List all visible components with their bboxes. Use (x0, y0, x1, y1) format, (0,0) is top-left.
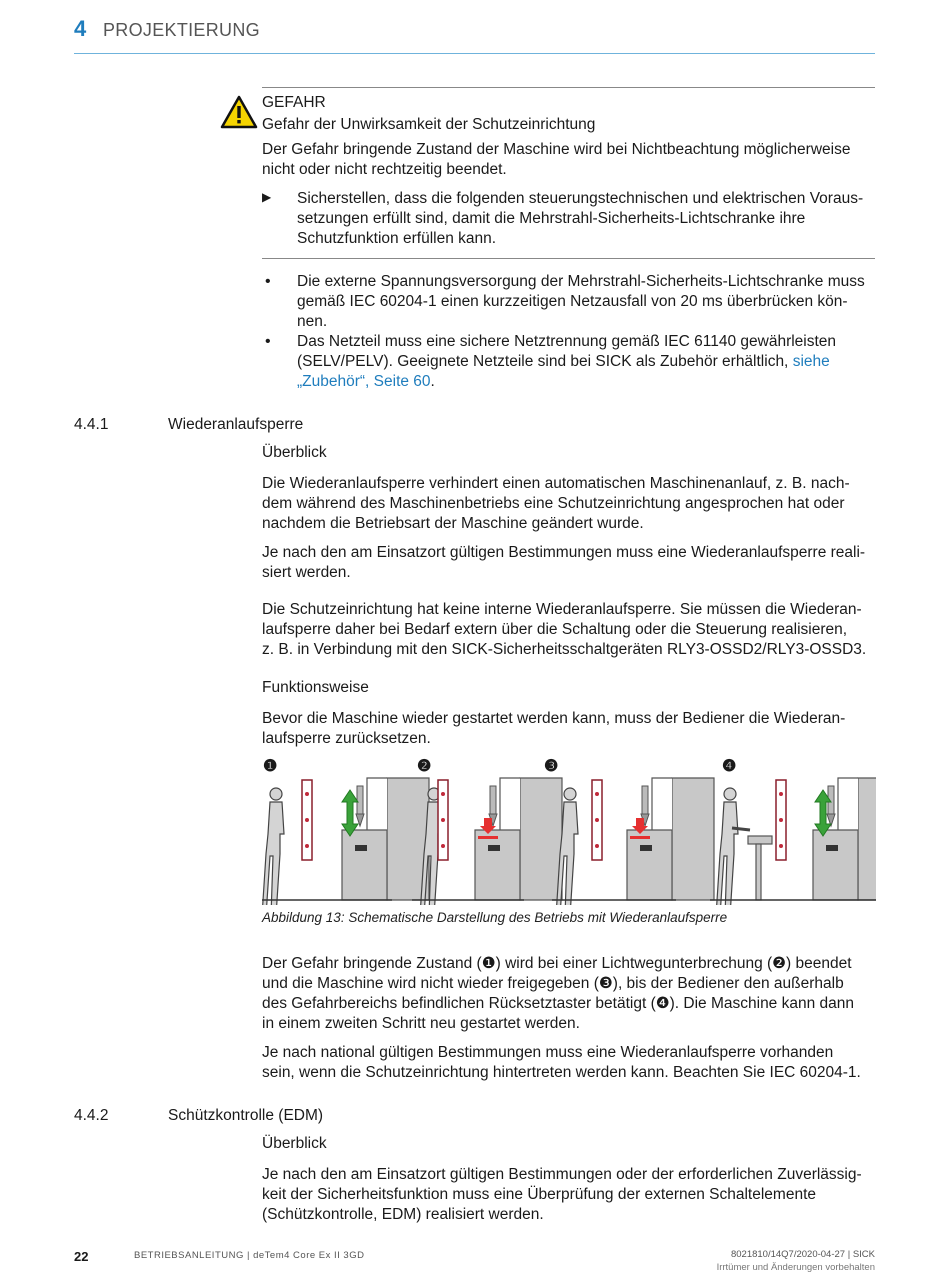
footer-doc-info (134, 1250, 364, 1261)
warning-bottom-rule (262, 258, 875, 259)
p2-line1: Je nach den am Einsatzort gültigen Bestimmungen muss eine Wiederanlaufsperre reali- (262, 544, 866, 561)
figure-badge-3: ❸ (544, 758, 559, 775)
section-number-441: 4.4.1 (74, 416, 109, 433)
page-number: 22 (74, 1249, 89, 1264)
req2-line2-text: (SELV/PELV). Geeignete Netzteile sind bei SICK als Zubehör erhältlich, (297, 353, 793, 370)
chapter-title: PROJEKTIERUNG (103, 20, 260, 40)
req2-end: . (430, 373, 435, 390)
overview-heading-442: Überblick (262, 1135, 327, 1152)
warning-text-line2: nicht oder nicht rechtzeitig beendet. (262, 161, 507, 178)
p6-line1: Je nach national gültigen Bestimmungen muss eine Wiederanlaufsperre vorhanden (262, 1044, 834, 1061)
figure-badge-4: ❹ (722, 758, 737, 775)
edm-p1-line2: keit der Sicherheitsfunktion muss eine Überprüfung der externen Schaltelemente (262, 1186, 817, 1203)
edm-p1-line3: (Schützkontrolle, EDM) realisiert werden. (262, 1206, 544, 1223)
footer-separator: | (243, 1250, 254, 1261)
zubehoer-link-part2[interactable]: „Zubehör“, Seite 60 (297, 373, 431, 390)
zubehoer-link-part1[interactable]: siehe (792, 353, 830, 370)
figure-caption: Abbildung 13: Schematische Darstellung des Betriebs mit Wiederanlaufsperre (262, 910, 728, 925)
warning-action-line3: Schutzfunktion erfüllen kann. (297, 230, 497, 247)
req1-line3: nen. (297, 313, 328, 330)
footer-doc-label: BETRIEBSANLEITUNG (134, 1250, 244, 1261)
warning-top-rule (262, 87, 875, 88)
warning-triangle-icon (220, 95, 258, 134)
p4-line2: laufsperre zurücksetzen. (262, 730, 431, 747)
p5-line2: und die Maschine wird nicht wieder freigegeben (❸), bis der Bediener den außerhalb (262, 975, 844, 992)
edm-p1-line1: Je nach den am Einsatzort gültigen Bestimmungen oder der erforderlichen Zuverlässig- (262, 1166, 862, 1183)
req2-line2 (297, 352, 875, 373)
p1-line2: dem während des Maschinenbetriebs eine Schutzeinrichtung angesprochen hat oder (262, 495, 845, 512)
list-bullet: • (265, 273, 271, 290)
warning-text-line1: Der Gefahr bringende Zustand der Maschine wird bei Nichtbeachtung möglicherweise (262, 141, 851, 158)
header-rule (74, 53, 875, 54)
p5-line4: in einem zweiten Schritt neu gestartet werden. (262, 1015, 580, 1032)
warning-subtitle: Gefahr der Unwirksamkeit der Schutzeinrichtung (262, 116, 596, 133)
p3-line1: Die Schutzeinrichtung hat keine interne Wiederanlaufsperre. Sie müssen die Wiederan- (262, 601, 862, 618)
warning-action-line2: setzungen erfüllt sind, damit die Mehrstrahl-Sicherheits-Lichtschranke ihre (297, 210, 806, 227)
warning-title: GEFAHR (262, 94, 326, 111)
footer-disclaimer: Irrtümer und Änderungen vorbehalten (716, 1262, 875, 1273)
section-title-442: Schützkontrolle (EDM) (168, 1107, 324, 1124)
p4-line1: Bevor die Maschine wieder gestartet werden kann, muss der Bediener die Wiederan- (262, 710, 846, 727)
restart-interlock-figure (262, 770, 876, 905)
req1-line1: Die externe Spannungsversorgung der Mehrstrahl-Sicherheits-Lichtschranke muss (297, 273, 865, 290)
p3-line2: laufsperre daher bei Bedarf extern über die Schaltung oder die Steuerung realisieren, (262, 621, 848, 638)
overview-heading: Überblick (262, 444, 327, 461)
req1-line2: gemäß IEC 60204-1 einen kurzzeitigen Netzausfall von 20 ms überbrücken kön- (297, 293, 848, 310)
p5-line1: Der Gefahr bringende Zustand (❶) wird bei einer Lichtwegunterbrechung (❷) beendet (262, 955, 852, 972)
p3-line3: z. B. in Verbindung mit den SICK-Sicherheitsschaltgeräten RLY3-OSSD2/RLY3-OSSD3. (262, 641, 867, 658)
req2-line3 (297, 372, 875, 393)
p1-line1: Die Wiederanlaufsperre verhindert einen automatischen Maschinenanlauf, z. B. nach- (262, 475, 850, 492)
section-number-442: 4.4.2 (74, 1107, 109, 1124)
function-heading: Funktionsweise (262, 679, 369, 696)
req2-line1: Das Netzteil muss eine sichere Netztrennung gemäß IEC 61140 gewährleisten (297, 333, 837, 350)
action-bullet-icon: ▶ (262, 190, 272, 204)
chapter-number: 4 (74, 16, 87, 41)
p5-line3: des Gefahrbereichs befindlichen Rücksetztaster betätigt (❹). Die Maschine kann dann (262, 995, 855, 1012)
p2-line2: siert werden. (262, 564, 351, 581)
p6-line2: sein, wenn die Schutzeinrichtung hintertreten werden kann. Beachten Sie IEC 60204-1. (262, 1064, 861, 1081)
section-title-441: Wiederanlaufsperre (168, 416, 304, 433)
list-bullet: • (265, 333, 271, 350)
p1-line3: nachdem die Betriebsart der Maschine geändert wurde. (262, 515, 644, 532)
footer-product: deTem4 Core Ex II 3GD (253, 1250, 365, 1261)
figure-badge-1: ❶ (263, 758, 278, 775)
figure-badge-2: ❷ (417, 758, 432, 775)
warning-action-line1: Sicherstellen, dass die folgenden steuerungstechnischen und elektrischen Voraus- (297, 190, 864, 207)
footer-doc-id: 8021810/14Q7/2020-04-27 | SICK (730, 1249, 875, 1260)
